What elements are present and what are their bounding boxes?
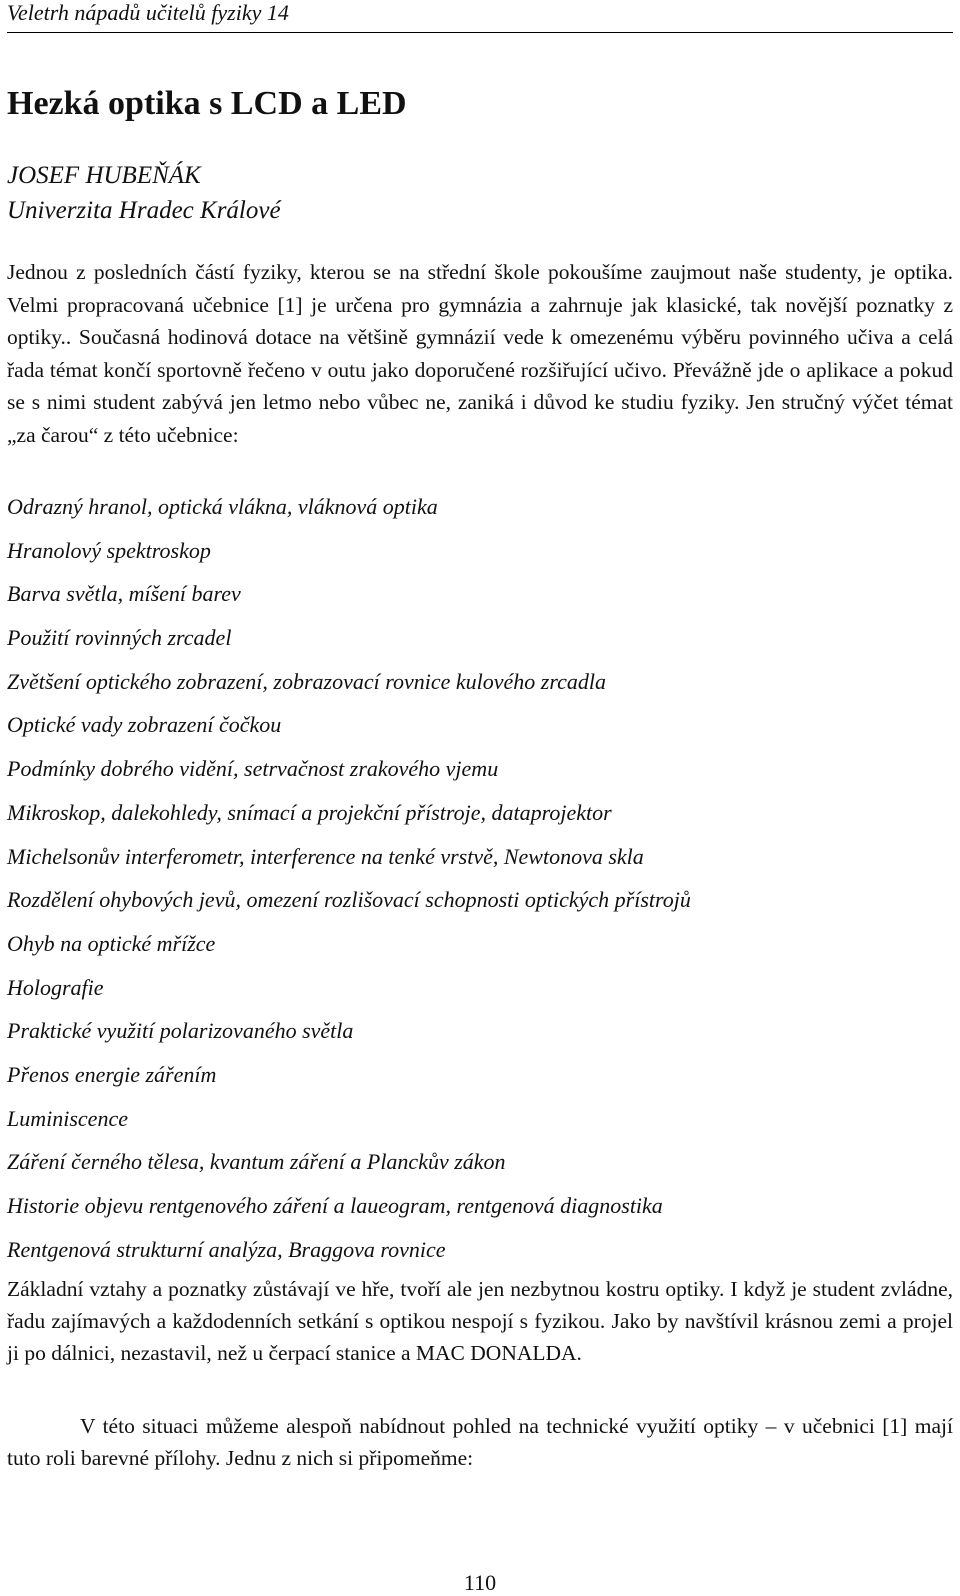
final-paragraph: V této situaci můžeme alespoň nabídnout pohled na technické využití optiky – v učebnici [1] mají tuto roli barevné přílohy. Jednu z nich si připomeňme: (7, 1414, 953, 1470)
topic-item: Ohyb na optické mřížce (7, 930, 216, 956)
topic-list (7, 485, 691, 1271)
article-title: Hezká optika s LCD a LED (7, 85, 407, 122)
page-number: 110 (463, 1570, 497, 1595)
running-title: Veletrh nápadů učitelů fyziky 14 (7, 0, 289, 25)
topic-item: Podmínky dobrého vidění, setrvačnost zrakového vjemu (7, 756, 499, 782)
author-block (7, 158, 281, 228)
topic-item: Historie objevu rentgenového záření a laueogram, rentgenová diagnostika (7, 1193, 663, 1218)
topic-item: Barva světla, míšení barev (7, 581, 241, 607)
topic-item: Rozdělení ohybových jevů, omezení rozlišovací schopnosti optických přístrojů (7, 887, 691, 913)
topic-item: Záření černého tělesa, kvantum záření a Planckův zákon (7, 1149, 506, 1175)
topic-item: Optické vady zobrazení čočkou (7, 712, 282, 738)
author-affiliation: Univerzita Hradec Králové (7, 197, 281, 224)
topic-item: Holografie (7, 974, 104, 1000)
topic-item: Použití rovinných zrcadel (7, 625, 232, 651)
closing-paragraph: Základní vztahy a poznatky zůstávají ve hře, tvoří ale jen nezbytnou kostru optiky. I když je student zvládne, řadu zajímavých a každodenních setkání s optikou nespojí s fyzikou. Jako by navštívil krásnou zemi a projel ji po dálnici, nezastavil, než u čerpací stanice a MAC DONALDA. (7, 1277, 953, 1365)
topic-item: Přenos energie zářením (7, 1061, 217, 1087)
intro-paragraph: Jednou z posledních částí fyziky, kterou se na střední škole pokoušíme zaujmout naše studenty, je optika. Velmi propracovaná učebnice [1] je určena pro gymnázia a zahrnuje jak klasické, tak novější poznatky z optiky.. Současná hodinová dotace na většině gymnázií vede k omezenému výběru povinného učiva a celá řada témat končí sportovně řečeno v outu jako doporučené rozšiřující učivo. Převážně jde o aplikace a pokud se s nimi student zabývá jen letmo nebo vůbec ne, zaniká i důvod ke studiu fyziky. Jen stručný výčet témat „za čarou“ z této učebnice: (7, 260, 953, 447)
topic-item: Michelsonův interferometr, interference na tenké vrstvě, Newtonova skla (7, 843, 644, 869)
topic-item: Odrazný hranol, optická vlákna, vláknová optika (7, 494, 438, 519)
topic-item: Rentgenová strukturní analýza, Braggova rovnice (7, 1236, 446, 1262)
topic-item: Hranolový spektroskop (7, 537, 211, 563)
topic-item: Luminiscence (7, 1105, 128, 1131)
topic-item: Mikroskop, dalekohledy, snímací a projekční přístroje, dataprojektor (7, 799, 612, 825)
running-header (7, 0, 953, 33)
topic-item: Zvětšení optického zobrazení, zobrazovací rovnice kulového zrcadla (7, 668, 606, 694)
topic-item: Praktické využití polarizovaného světla (7, 1018, 354, 1044)
author-name: JOSEF HUBEŇÁK (7, 162, 201, 189)
